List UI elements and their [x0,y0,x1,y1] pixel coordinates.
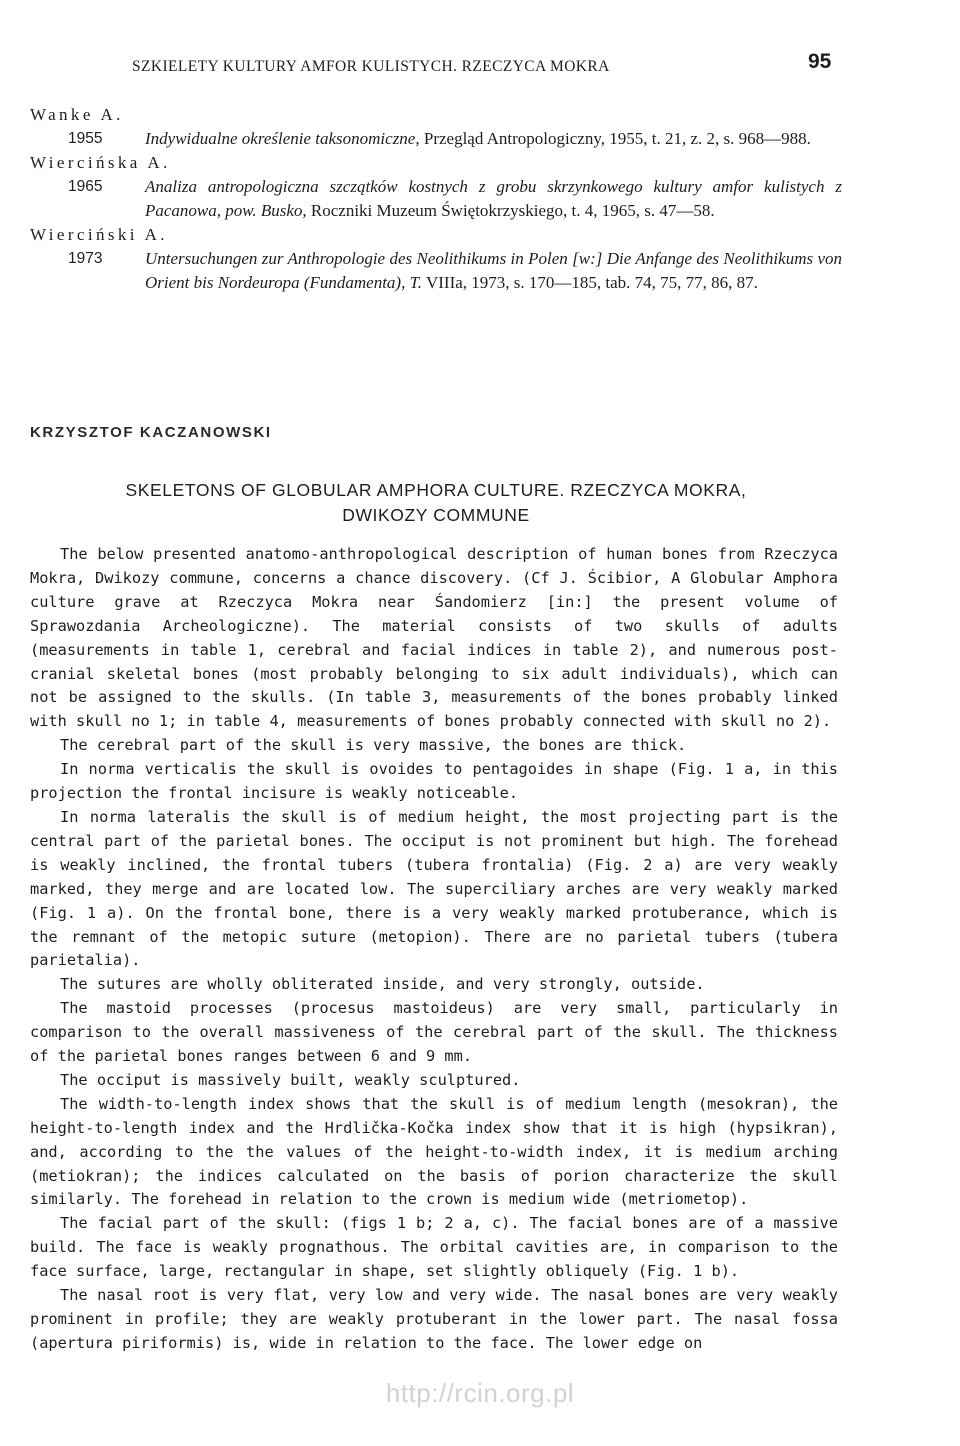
body-paragraph: In norma lateralis the skull is of medium height, the most projecting part is the central part of the parietal bones. The occiput is not prominent but high. The forehead is weakly inclined, the frontal tubers (tubera frontalia) (Fig. 2 a) are very weakly marked, they merge and are located low. The superciliary arches are very weakly marked (Fig. 1 a). On the frontal bone, there is a very weakly marked protuberance, which is the remnant of the metopic suture (metopion). There are no parietal tubers (tubera parietalia). [30,807,838,970]
article-title-line: DWIKOZY COMMUNE [342,505,530,525]
reference-details: VIIIa, 1973, s. 170—185, tab. 74, 75, 77, 86, 87. [422,273,758,292]
reference-entry [30,175,842,223]
body-paragraph: The sutures are wholly obliterated inside, and very strongly, outside. [60,975,705,994]
body-paragraph: The facial part of the skull: (figs 1 b; 2 a, c). The facial bones are of a massive build. The face is weakly prognathous. The orbital cavities are, in comparison to the face surface, large, rectangular in shape, set slightly obliquely (Fig. 1 b). [30,1214,838,1281]
article-title-line: SKELETONS OF GLOBULAR AMPHORA CULTURE. RZECZYCA MOKRA, [125,480,747,500]
reference-author: Wiercińska A. [30,153,171,172]
article-title [30,478,842,528]
reference-details: Roczniki Muzeum Świętokrzyskiego, t. 4, 1965, s. 47—58. [306,201,715,220]
body-paragraph: In norma verticalis the skull is ovoides to pentagoides in shape (Fig. 1 a, in this projection the frontal incisure is weakly noticeable. [30,760,838,803]
reference-year: 1973 [68,250,103,267]
body-paragraph: The nasal root is very flat, very low and very wide. The nasal bones are very weakly prominent in profile; they are weakly protuberant in the lower part. The nasal fossa (apertura piriformis) is, wide in relation to the face. The lower edge on [30,1286,838,1352]
reference-list [30,103,842,295]
reference-author: Wanke A. [30,105,124,124]
reference-title: Analiza antropologiczna szczątków kostnych z grobu skrzynkowego kultury amfor kulistych z Pacanowa, pow. Busko, [145,177,842,220]
reference-title: Untersuchungen zur Anthropologie des Neolithikums in Polen [w:] Die Anfange des Neolithikums von Orient bis Nordeuropa (Fundamenta), T. [145,249,842,292]
reference-entry [30,127,842,151]
reference-text [145,175,842,223]
article-author: KRZYSZTOF KACZANOWSKI [30,424,272,441]
reference-details: Przegląd Antropologiczny, 1955, t. 21, z. 2, s. 968—988. [419,129,811,148]
reference-entry [30,247,842,295]
page-number: 95 [808,50,832,73]
reference-year: 1965 [68,178,103,195]
reference-title: Indywidualne określenie taksonomiczne, [145,129,420,148]
running-head: SZKIELETY KULTURY AMFOR KULISTYCH. RZECZYCA MOKRA [132,58,610,75]
article-body [30,543,838,1356]
reference-year: 1955 [68,130,103,147]
reference-text [145,127,842,151]
body-paragraph: The occiput is massively built, weakly sculptured. [60,1070,521,1089]
body-paragraph: The width-to-length index shows that the skull is of medium length (mesokran), the height-to-length index and the Hrdlička-Kočka index show that it is high (hypsikran), and, according to the the values of the height-to-width index, it is medium arching (metiokran); the indices calculated on the basis of porion characterize the skull similarly. The forehead in relation to the crown is medium wide (metriometop). [30,1094,838,1209]
reference-text [145,247,842,295]
watermark: http://rcin.org.pl [385,1378,575,1408]
body-paragraph: The cerebral part of the skull is very massive, the bones are thick. [60,736,687,755]
body-paragraph: The below presented anatomo-anthropological description of human bones from Rzeczyca Mokra, Dwikozy commune, concerns a chance discovery. (Cf J. Ścibior, A Globular Amphora culture grave at Rzeczyca Mokra near Śandomierz [in:] the present volume of Sprawozdania Archeologiczne). The material consists of two skulls of adults (measurements in table 1, cerebral and facial indices in table 2), and numerous post-cranial skeletal bones (most probably belonging to six adult individuals), which can not be assigned to the skulls. (In table 3, measurements of the bones probably linked with skull no 1; in table 4, measurements of bones probably connected with skull no 2). [30,545,838,731]
body-paragraph: The mastoid processes (procesus mastoideus) are very small, particularly in comparison to the overall massiveness of the cerebral part of the skull. The thickness of the parietal bones ranges between 6 and 9 mm. [30,999,838,1066]
reference-author: Wierciński A. [30,225,168,244]
